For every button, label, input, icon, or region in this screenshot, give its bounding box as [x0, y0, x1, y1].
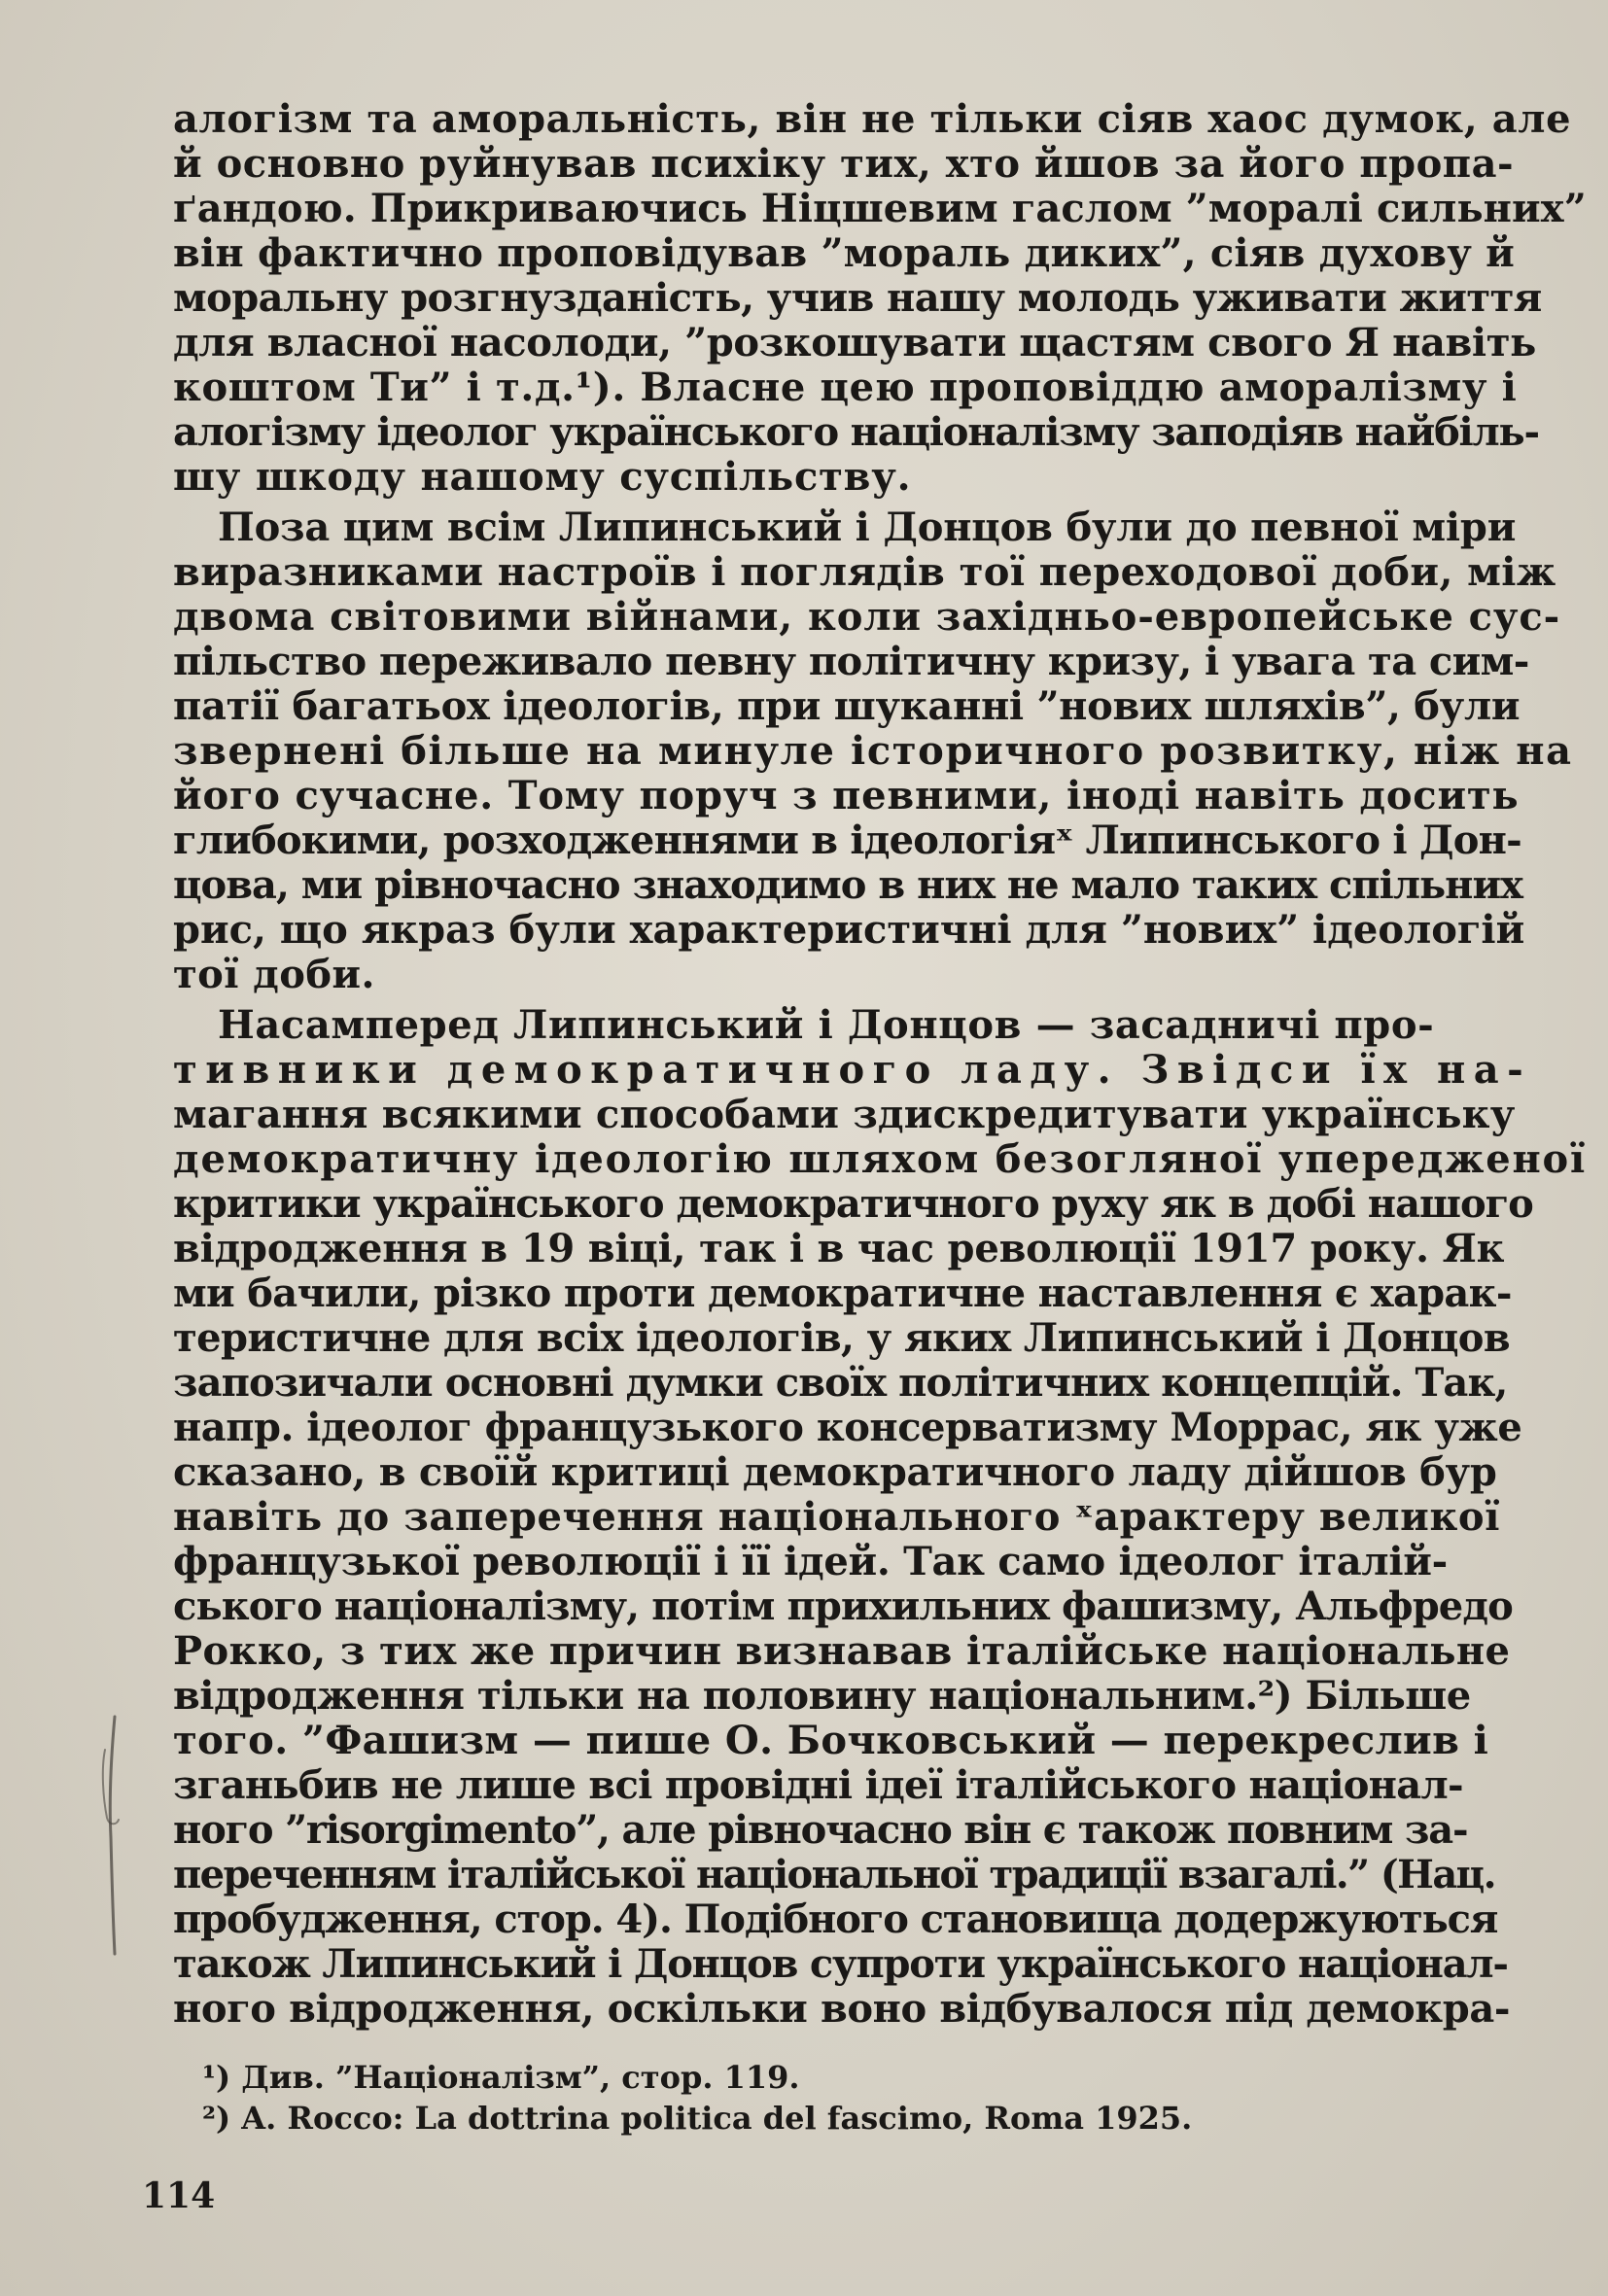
- text-line: ного ”risorgimento”, але рівночасно він є також повним за-: [173, 1807, 1468, 1853]
- text-line: й основно руйнував психіку тих, хто йшов за його пропа-: [173, 141, 1515, 187]
- text-line: алогізм та аморальність, він не тільки сіяв хаос думок, але: [173, 96, 1572, 142]
- text-line: патії багатьох ідеологів, при шуканні ”нових шляхів”, були: [173, 683, 1521, 729]
- text-line: глибокими, розходженнями в ідеологіяˣ Липинського і Дон-: [173, 818, 1521, 863]
- text-line: моральну розгнузданість, учив нашу молодь уживати життя: [173, 275, 1542, 321]
- text-line: навіть до заперечення національного ˣарактеру великої: [173, 1494, 1501, 1540]
- text-line: для власної насолоди, ”розкошувати щастям свого Я навіть: [173, 320, 1536, 365]
- text-line: тої доби.: [173, 952, 375, 997]
- text-line: цова, ми рівночасно знаходимо в них не мало таких спільних: [173, 862, 1522, 908]
- footnote-2: ²) A. Rocco: La dottrina politica del fascimo, Roma 1925.: [202, 2100, 1193, 2137]
- text-line: він фактично проповідував ”мораль диких”, сіяв духову й: [173, 230, 1516, 276]
- text-line: критики українського демократичного руху як в добі нашого: [173, 1181, 1533, 1227]
- text-line: коштом Ти” і т.д.¹). Власне цею проповіддю аморалізму і: [173, 365, 1518, 410]
- page-number: 114: [142, 2175, 216, 2216]
- text-line: відродження тільки на половину національним.²) Більше: [173, 1673, 1471, 1719]
- pencil-margin-mark: [97, 1711, 136, 1964]
- text-line: демократичну ідеологію шляхом безогляної упередженої: [173, 1136, 1587, 1182]
- text-line: тивники демократичного ладу. Звідси їх на-: [173, 1047, 1532, 1093]
- text-line: пільство переживало певну політичну кризу, і увага та сим-: [173, 639, 1529, 684]
- text-line: алогізму ідеолог українського націоналізму заподіяв найбіль-: [173, 409, 1539, 455]
- text-line: магання всякими способами здискредитувати українську: [173, 1092, 1516, 1137]
- footnote-1: ¹) Див. ”Націоналізм”, стор. 119.: [202, 2059, 800, 2096]
- text-line: Поза цим всім Липинський і Донцов були до певної міри: [218, 504, 1517, 550]
- text-line: переченням італійської національної традиції взагалі.” (Нац.: [173, 1852, 1495, 1897]
- text-line: ського націоналізму, потім прихильних фашизму, Альфредо: [173, 1583, 1513, 1629]
- text-line: двома світовими війнами, коли західньо-европейське сус-: [173, 594, 1561, 640]
- text-line: зганьбив не лише всі провідні ідеї італійського націонал-: [173, 1762, 1463, 1808]
- text-line: того. ”Фашизм — пише О. Бочковський — перекреслив і: [173, 1718, 1489, 1763]
- text-line: ми бачили, різко проти демократичне наставлення є харак-: [173, 1270, 1512, 1316]
- text-line: рис, що якраз були характеристичні для ”нових” ідеологій: [173, 907, 1525, 953]
- text-line: напр. ідеолог французького консерватизму Моррас, як уже: [173, 1405, 1522, 1450]
- text-line: відродження в 19 віці, так і в час революції 1917 року. Як: [173, 1226, 1505, 1271]
- text-line: сказано, в своїй критиці демократичного ладу дійшов бур: [173, 1449, 1497, 1495]
- text-line: пробудження, стор. 4). Подібного становища додержуються: [173, 1896, 1498, 1942]
- text-line: шу шкоду нашому суспільству.: [173, 454, 912, 500]
- text-line: виразниками настроїв і поглядів тої переходової доби, між: [173, 549, 1556, 595]
- text-line: ного відродження, оскільки воно відбувалося під демокра-: [173, 1986, 1511, 2032]
- text-line: також Липинський і Донцов супроти українського націонал-: [173, 1941, 1508, 1987]
- text-line: його сучасне. Тому поруч з певними, іноді навіть досить: [173, 773, 1520, 818]
- text-line: звернені більше на минуле історичного розвитку, ніж на: [173, 728, 1573, 774]
- text-line: Рокко, з тих же причин визнавав італійське національне: [173, 1628, 1511, 1674]
- text-line: ґандою. Прикриваючись Ніцшевим гаслом ”моралі сильних”: [173, 186, 1587, 231]
- text-line: французької революції і її ідей. Так само ідеолог італій-: [173, 1539, 1448, 1584]
- text-line: Насамперед Липинський і Донцов — засадничі про-: [218, 1002, 1435, 1048]
- text-line: запозичали основні думки своїх політичних концепцій. Так,: [173, 1360, 1508, 1406]
- text-line: теристичне для всіх ідеологів, у яких Липинський і Донцов: [173, 1315, 1511, 1361]
